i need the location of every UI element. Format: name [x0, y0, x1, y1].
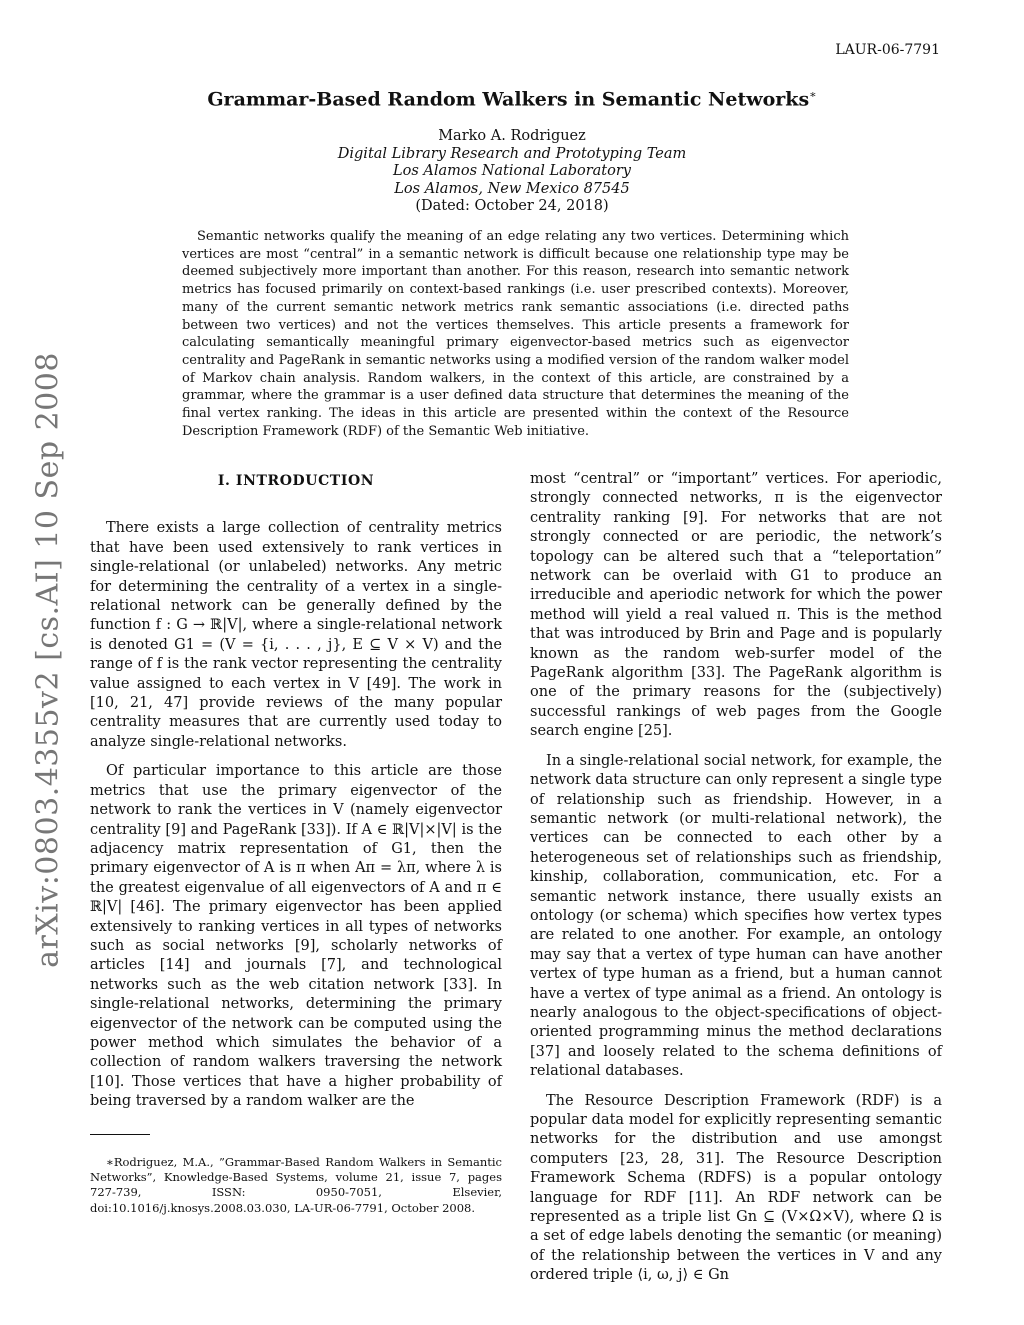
report-number: LAUR-06-7791 — [835, 42, 940, 58]
paper-title — [0, 88, 1024, 110]
author-name: Marko A. Rodriguez — [438, 128, 586, 144]
affiliation-team: Digital Library Research and Prototyping Team — [337, 145, 687, 162]
left-column — [90, 472, 502, 1226]
paragraph: In a single-relational social network, for example, the network data structure can only represent a single type of relationship such as friendship. However, in a semantic network (or multi-relational network), the vertices can be connected to each other by a heterogeneous set of relationships such as friendship, kinship, collaboration, communication, etc. For a semantic network instance, there usually exists an ontology (or schema) which specifies how vertex types are related to one another. For example, an ontology may say that a vertex of type human can have another vertex of type human as a friend, but a human cannot have a vertex of type animal as a friend. An ontology is nearly analogous to the object-specifications of object-oriented programming minus the method declarations [37] and loosely related to the schema definitions of relational databases. — [530, 752, 942, 1080]
section-heading-introduction: I. INTRODUCTION — [217, 473, 375, 489]
right-column — [530, 470, 942, 1296]
affiliation-location: Los Alamos, New Mexico 87545 — [394, 180, 630, 197]
affiliation-lab: Los Alamos National Laboratory — [393, 163, 631, 179]
arxiv-stamp — [20, 352, 76, 968]
arxiv-stamp-text: arXiv:0803.4355v2 [cs.AI] 10 Sep 2008 — [30, 352, 66, 968]
paragraph: There exists a large collection of centrality metrics that have been used extensively to rank vertices in single-relational (or unlabeled) networks. Any metric for determining the centrality of a vertex in a single-relational network can be generally defined by the function f : G → ℝ|V|, where a single-relational network is denoted G1 = (V = {i, . . . , j}, E ⊆ V × V) and the range of f is the rank vector representing the centrality value assigned to each vertex in V [49]. The work in [10, 21, 47] provide reviews of the many popular centrality measures that are currently used today to analyze single-relational networks. — [90, 520, 502, 750]
author-block — [0, 128, 1024, 216]
dated-line: (Dated: October 24, 2018) — [415, 198, 609, 214]
paper-title-text: Grammar-Based Random Walkers in Semantic Networks — [207, 88, 810, 111]
title-footnote-mark: ∗ — [809, 88, 817, 101]
abstract: Semantic networks qualify the meaning of an edge relating any two vertices. Determining which vertices are most “central” in a semantic network is difficult because one relationship type may be deemed subjectively more important than another. For this reason, research into semantic network metrics has focused primarily on context-based rankings (i.e. user prescribed contexts). Moreover, many of the current semantic network metrics rank semantic associations (i.e. directed paths between two vertices) and not the vertices themselves. This article presents a framework for calculating semantically meaningful primary eigenvector-based metrics such as eigenvector centrality and PageRank in semantic networks using a modified version of the random walker model of Markov chain analysis. Random walkers, in the context of this article, are constrained by a grammar, where the grammar is a user defined data structure that determines the meaning of the final vertex ranking. The ideas in this article are presented within the context of the Resource Description Framework (RDF) of the Semantic Web initiative. — [182, 229, 849, 439]
footnote-rule — [90, 1134, 150, 1135]
paragraph: Of particular importance to this article are those metrics that use the primary eigenvector of the network to rank the vertices in V (namely eigenvector centrality [9] and PageRank [33]). If A ∈ ℝ|V|×|V| is the adjacency matrix representation of G1, then the primary eigenvector of A is π when Aπ = λπ, where λ is the greatest eigenvalue of all eigenvectors of A and π ∈ ℝ|V| [46]. The primary eigenvector has been applied extensively to ranking vertices in all types of networks such as social networks [9], scholarly networks of articles [14] and journals [7], and technological networks such as the web citation network [33]. In single-relational networks, determining the primary eigenvector of the network can be computed using the power method which simulates the behavior of a collection of random walkers traversing the network [10]. Those vertices that have a higher probability of being traversed by a random walker are the — [90, 763, 502, 1110]
footnote: ∗Rodriguez, M.A., ”Grammar-Based Random Walkers in Semantic Networks”, Knowledge-Based Systems, volume 21, issue 7, pages 727-739, ISSN: 0950-7051, Elsevier, doi:10.1016/j.knosys.2008.03.030, LA-UR-06-7791, October 2008. — [90, 1154, 502, 1215]
paragraph: most “central” or “important” vertices. For aperiodic, strongly connected networks, π is the eigenvector centrality ranking [9]. For networks that are not strongly connected or are periodic, the network’s topology can be altered such that a “teleportation” network can be overlaid with G1 to produce an irreducible and aperiodic network for which the power method will yield a real valued π. This is the method that was introduced by Brin and Page and is popularly known as the random web-surfer model of the PageRank algorithm [33]. The PageRank algorithm is one of the primary reasons for the (subjectively) successful rankings of web pages from the Google search engine [25]. — [530, 471, 942, 740]
paragraph: The Resource Description Framework (RDF) is a popular data model for explicitly representing semantic networks for the distribution and use amongst computers [23, 28, 31]. The Resource Description Framework Schema (RDFS) is a popular ontology language for RDF [11]. An RDF network can be represented as a triple list Gn ⊆ (V×Ω×V), where Ω is a set of edge labels denoting the semantic (or meaning) of the relationship between the vertices in V and any ordered triple ⟨i, ω, j⟩ ∈ Gn — [530, 1092, 942, 1284]
